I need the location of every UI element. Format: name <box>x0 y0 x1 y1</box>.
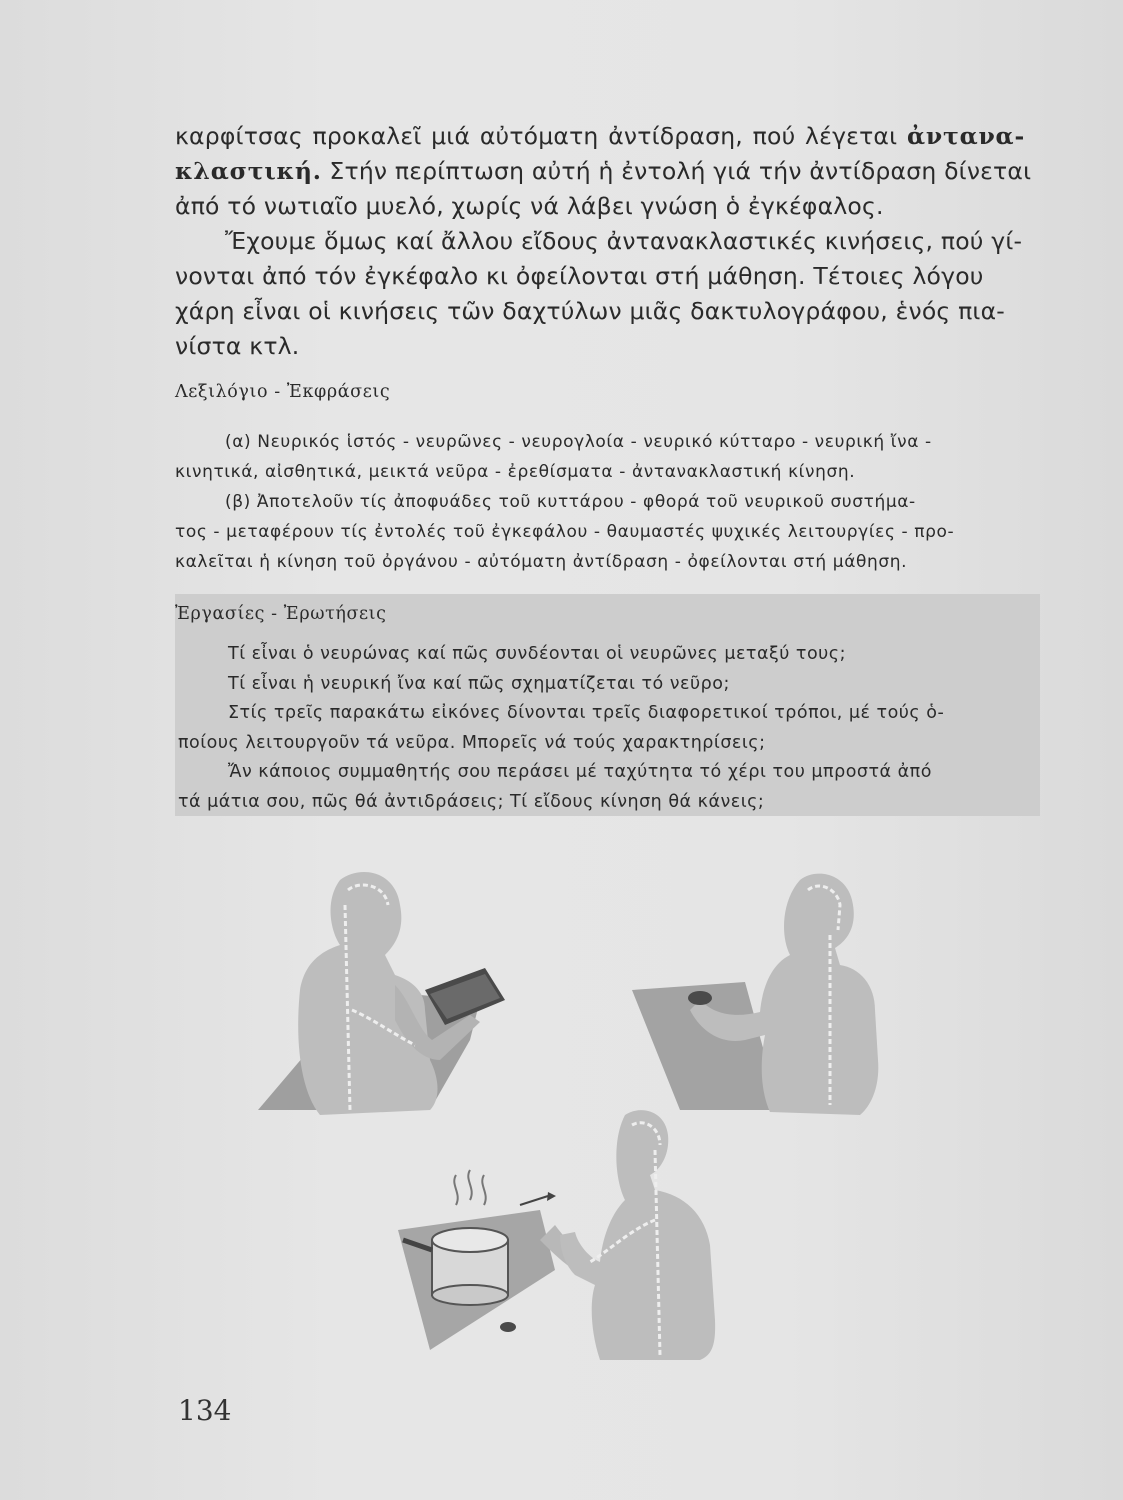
question-3-line-2: ποίους λειτουργοῦν τά νεῦρα. Μπορεῖς νά τούς χαρακτηρίσεις; <box>178 732 766 753</box>
vocab-b-line-2: τος - μεταφέρουν τίς ἐντολές τοῦ ἐγκεφάλου - θαυμαστές ψυχικές λειτουργίες - προ- <box>175 522 955 542</box>
question-2: Τί εἶναι ἡ νευρική ἴνα καί πῶς σχηματίζεται τό νεῦρο; <box>228 673 730 694</box>
vocabulary-heading: Λεξιλόγιο - Ἐκφράσεις <box>175 382 391 402</box>
figure-touching-object <box>632 874 878 1115</box>
question-3-line-1: Στίς τρεῖς παρακάτω εἰκόνες δίνονται τρεῖς διαφορετικοί τρόποι, μέ τούς ὁ- <box>228 703 945 723</box>
vocab-a-line-1: (α) Νευρικός ἱστός - νευρῶνες - νευρογλοία - νευρικό κύτταρο - νευρική ἴνα - <box>225 432 932 452</box>
figure-reading-book <box>258 872 505 1115</box>
intro-line-7: νίστα κτλ. <box>175 332 300 360</box>
intro-line-2: κλαστική. Στήν περίπτωση αὐτή ἡ ἐντολή γιά τήν ἀντίδραση δίνεται <box>175 157 1032 185</box>
question-4-line-2: τά μάτια σου, πῶς θά ἀντιδράσεις; Τί εἴδους κίνηση θά κάνεις; <box>178 791 765 812</box>
vocab-b-line-1: (β) Ἀποτελοῦν τίς ἀποφυάδες τοῦ κυττάρου - φθορά τοῦ νευρικοῦ συστήμα- <box>225 492 916 512</box>
question-4-line-1: Ἄν κάποιος συμμαθητής σου περάσει μέ ταχύτητα τό χέρι του μπροστά ἀπό <box>228 762 932 782</box>
vocab-a-line-2: κινητικά, αἰσθητικά, μεικτά νεῦρα - ἐρεθίσματα - ἀντανακλαστική κίνηση. <box>175 462 856 482</box>
page-number: 134 <box>178 1394 232 1427</box>
intro-line-1: καρφίτσας προκαλεῖ μιά αὐτόματη ἀντίδραση, πού λέγεται ἀντανα- <box>175 122 1025 150</box>
intro-line-6: χάρη εἶναι οἱ κινήσεις τῶν δαχτύλων μιᾶς δακτυλογράφου, ἑνός πια- <box>175 297 1005 325</box>
intro-line-5: νονται ἀπό τόν ἐγκέφαλο κι ὀφείλονται στή μάθηση. Τέτοιες λόγου <box>175 262 984 290</box>
figure-hot-pot <box>398 1110 715 1360</box>
questions-heading: Ἐργασίες - Ἐρωτήσεις <box>175 604 387 624</box>
vocab-b-line-3: καλεῖται ἡ κίνηση τοῦ ὀργάνου - αὐτόματη ἀντίδραση - ὀφείλονται στή μάθηση. <box>175 552 908 572</box>
question-1: Τί εἶναι ὁ νευρώνας καί πῶς συνδέονται οἱ νευρῶνες μεταξύ τους; <box>228 644 846 664</box>
intro-line-4: Ἔχουμε ὅμως καί ἄλλου εἴδους ἀντανακλαστικές κινήσεις, πού γί- <box>225 227 1023 255</box>
intro-line-3: ἀπό τό νωτιαῖο μυελό, χωρίς νά λάβει γνώση ὁ ἐγκέφαλος. <box>175 192 884 220</box>
